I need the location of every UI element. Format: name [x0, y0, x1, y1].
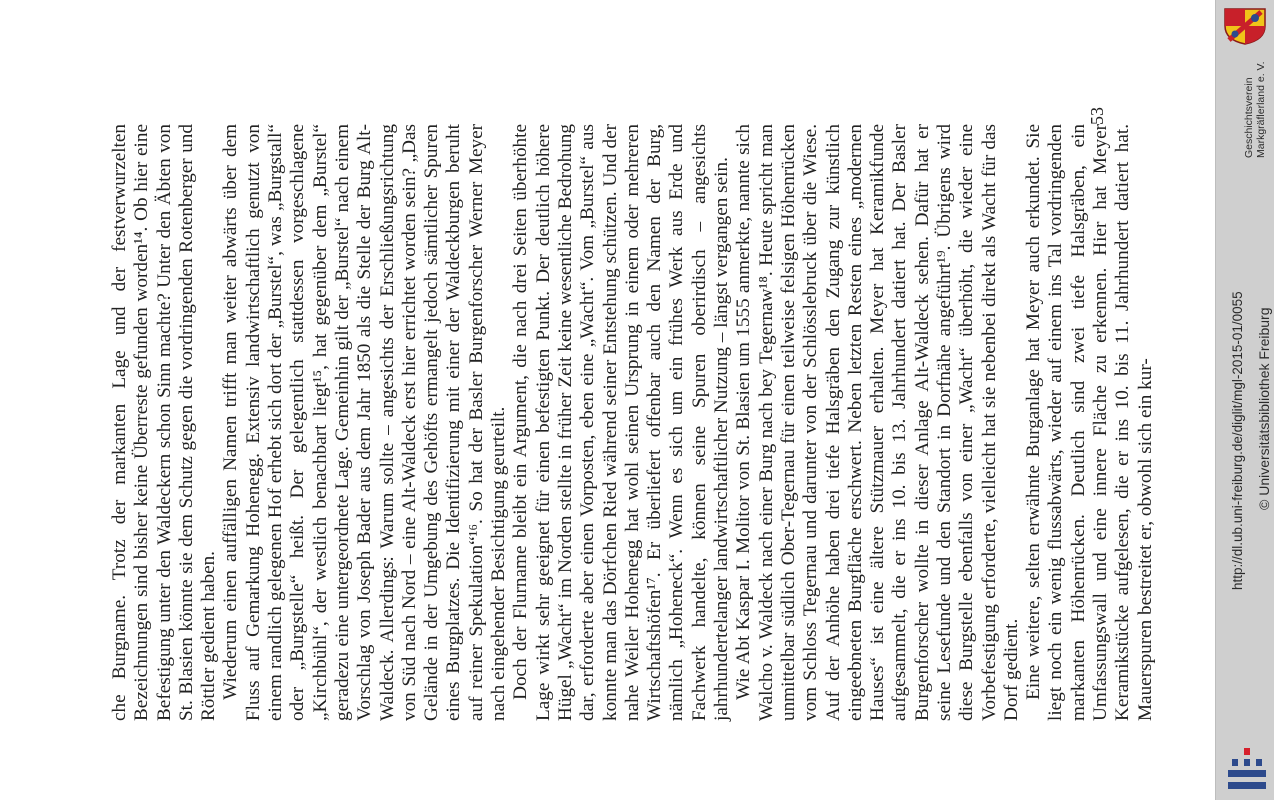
- sidebar-divider: [1215, 0, 1216, 800]
- source-url-link[interactable]: http://dl.ub.uni-freiburg.de/diglit/mgl-2015-01/0055: [1230, 291, 1245, 590]
- paragraph: Wie Abt Kaspar I. Molitor von St. Blasien um 1555 anmerkte, nannte sich Walcho v. Waldeck nach einer Burg nach bey Tegernaw¹⁸. Heute spricht man unmittelbar südlich Ober-Tegernau für einen teilweise felsigen Höhenrücken vom Schloss Tegernau und darunter von der Schlösslebruck über die Wiese. Auf der Anhöhe haben drei tiefe Halsgräben den Zugang zur künstlich eingeebneten Burgfläche erschwert. Neben letzten Resten eines „modernen Hauses“ ist eine ältere Stützmauer erhalten. Meyer hat Keramikfunde aufgesammelt, die er ins 10. bis 13. Jahrhundert datiert hat. Der Basler Burgenforscher wollte in dieser Anlage Alt-Waldeck sehen. Dafür hat er seine Lesefunde und den Standort in Dorfnähe angeführt¹⁹. Übrigens wird diese Burgstelle ebenfalls von einer „Wacht“ überhöht, die wieder eine Vorbefestigung erforderte, vielleicht hat sie nebenbei direkt als Wacht für das Dorf gedient.: [733, 124, 1022, 721]
- paragraph: Eine weitere, selten erwähnte Burganlage hat Meyer auch erkundet. Sie liegt noch ein wenig flussabwärts, wieder auf einem ins Tal vordringenden markanten Höhenrücken. Deutlich sind zwei tiefe Halsgräben, ein Umfassungswall und eine innere Fläche zu erkennen. Hier hat Meyer Keramikstücke aufgelesen, die er ins 10. bis 11. Jahrhundert datiert hat. Mauerspuren bestreitet er, obwohl sich ein kur-: [1023, 124, 1156, 721]
- body-text: [109, 124, 1157, 721]
- paragraph: che Burgname. Trotz der markanten Lage und der festverwurzelten Bezeichnungen sind bisher keine Überreste gefunden worden¹⁴. Ob hier eine Befestigung unter den Waldeckern schon Sinn machte? Unter den Äbten von St. Blasien könnte sie dem Schutz gegen die vordringenden Rotenberger und Röttler gedient haben.: [109, 124, 220, 721]
- copyright-notice: © Universitätsbibliothek Freiburg: [1256, 307, 1272, 510]
- society-name-line2: Markgräflerland e. V.: [1255, 61, 1267, 158]
- paragraph: Doch der Flurname bleibt ein Argument, die nach drei Seiten überhöhte Lage wirkt sehr geeignet für einen befestigten Punkt. Der deutlich höhere Hügel „Wacht“ im Norden stellte in früher Zeit keine wesentliche Bedrohung dar, erforderte aber einen Vorposten, eben eine „Wacht“. Vom „Burstel“ aus konnte man das Dörfchen Ried während seiner Entstehung schützen. Und der nahe Weiler Hohenegg hat wohl seinen Ursprung in einem oder mehreren Wirtschaftshöfen¹⁷. Er überliefert offenbar auch den Namen der Burg, nämlich „Hoheneck“. Wenn es sich um ein frühes Werk aus Erde und Fachwerk handelte, können seine Spuren oberirdisch – angesichts jahrhundertelanger landwirtschaftlicher Nutzung – längst vergangen sein.: [510, 124, 733, 721]
- society-name-line1: Geschichtsverein: [1243, 77, 1255, 158]
- ub-freiburg-logo-icon: [1226, 746, 1268, 791]
- rotated-document-page: [85, 0, 1156, 800]
- paragraph: Wiederum einen auffälligen Namen trifft man weiter abwärts über dem Fluss auf Gemarkung Hohenegg. Extensiv landwirtschaftlich genutzt von einem randlich gelegenen Hof erhebt sich dort der „Burstel“, was „Burgstall“ oder „Burgstelle“ heißt. Der gelegentlich stattdessen vorgeschlagene „Kirchbühl“, der westlich benachbart liegt¹⁵, hat gegenüber dem „Burstel“ geradezu eine untergeordnete Lage. Gemeinhin gilt der „Burstel“ nach einem Vorschlag von Joseph Bader aus dem Jahr 1850 als die Stelle der Burg Alt-Waldeck. Allerdings: Warum sollte – angesichts der Erschließungsrichtung von Süd nach Nord – eine Alt-Waldeck erst hier errichtet worden sein? „Das Gelände in der Umgebung des Gehöfts ermangelt jedoch sämtlicher Spuren eines Burgplatzes. Die Identifizierung mit einer der Waldeckburgen beruht auf reiner Spekulation“¹⁶. So hat der Basler Burgenforscher Werner Meyer nach eingehender Besichtigung geurteilt.: [220, 124, 510, 721]
- coat-of-arms-icon: [1221, 6, 1269, 46]
- page-number: 53: [1087, 107, 1107, 125]
